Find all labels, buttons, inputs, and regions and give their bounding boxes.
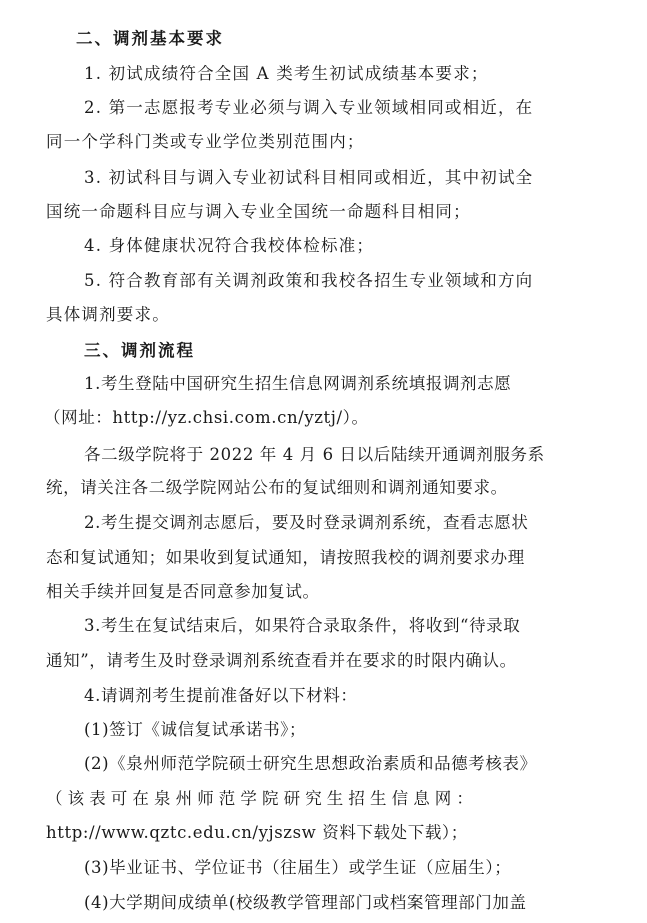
process-line-9: 通知”，请考生及时登录调剂系统查看并在要求的时限内确认。: [46, 651, 517, 670]
materials-item-4: (4)大学期间成绩单(校级教学管理部门或档案管理部门加盖: [84, 893, 527, 912]
requirement-item-3: 3. 初试科目与调入专业初试科目相同或相近，其中初试全: [84, 168, 534, 187]
materials-item-3: (3)毕业证书、学位证书（往届生）或学生证（应届生）；: [84, 858, 512, 877]
materials-item-1: (1)签订《诚信复试承诺书》；: [84, 720, 307, 739]
process-line-6: 态和复试通知；如果收到复试通知，请按照我校的调剂要求办理: [46, 548, 525, 567]
process-line-2: （网址：http://yz.chsi.com.cn/yztj/）。: [44, 408, 369, 427]
requirement-item-5: 5. 符合教育部有关调剂政策和我校各招生专业领域和方向: [84, 271, 534, 290]
section-3-heading: 三、调剂流程: [84, 341, 195, 360]
requirement-item-5-cont: 具体调剂要求。: [46, 305, 170, 324]
requirement-item-2-cont: 同一个学科门类或专业学位类别范围内；: [46, 132, 365, 151]
requirement-item-3-cont: 国统一命题科目应与调入专业全国统一命题科目相同；: [46, 202, 471, 221]
process-line-7: 相关手续并回复是否同意参加复试。: [46, 582, 320, 601]
process-line-8: 3.考生在复试结束后，如果符合录取条件，将收到“待录取: [84, 616, 521, 635]
materials-item-2: (2)《泉州师范学院硕士研究生思想政治素质和品德考核表》: [84, 754, 537, 773]
process-line-1: 1.考生登陆中国研究生招生信息网调剂系统填报调剂志愿: [84, 374, 512, 393]
process-line-4: 统，请关注各二级学院网站公布的复试细则和调剂通知要求。: [46, 478, 508, 497]
materials-item-2-cont: （该表可在泉州师范学院研究生招生信息网：: [46, 789, 478, 808]
process-line-10: 4.请调剂考生提前准备好以下材料：: [84, 686, 358, 705]
process-line-3: 各二级学院将于 2022 年 4 月 6 日以后陆续开通调剂服务系: [84, 445, 545, 464]
materials-item-2-url: http://www.qztc.edu.cn/yjszsw 资料下载处下载）；: [46, 823, 468, 842]
process-line-5: 2.考生提交调剂志愿后，要及时登录调剂系统，查看志愿状: [84, 513, 529, 532]
requirement-item-2: 2. 第一志愿报考专业必须与调入专业领域相同或相近，在: [84, 98, 534, 117]
section-2-heading: 二、调剂基本要求: [76, 29, 224, 48]
requirement-item-4: 4. 身体健康状况符合我校体检标准；: [84, 236, 375, 255]
requirement-item-1: 1. 初试成绩符合全国 A 类考生初试成绩基本要求；: [84, 64, 489, 83]
